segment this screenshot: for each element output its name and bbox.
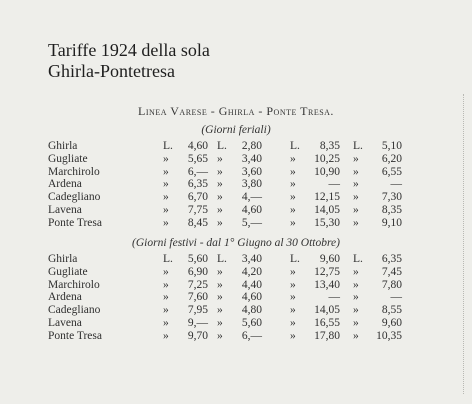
currency-mark: »	[290, 304, 296, 317]
fare-value: 4,40	[241, 278, 262, 291]
currency-mark: »	[217, 178, 223, 191]
station-name: Ghirla	[48, 140, 78, 152]
currency-mark: »	[290, 216, 296, 229]
currency-mark: »	[217, 204, 223, 216]
currency-mark: »	[163, 291, 169, 304]
fare-value: 4,60	[241, 204, 262, 216]
line-heading: Linea Varese - Ghirla - Ponte Tresa.	[138, 104, 334, 118]
currency-mark: L.	[217, 253, 227, 265]
currency-mark: »	[353, 329, 359, 342]
table-row	[0, 279, 472, 292]
fare-value: 8,35	[319, 140, 340, 152]
currency-mark: L.	[353, 253, 363, 265]
currency-mark: »	[353, 291, 359, 304]
currency-mark: »	[353, 191, 359, 204]
table-row	[0, 330, 472, 343]
fare-value: 4,60	[241, 291, 262, 304]
fare-value: 3,80	[241, 178, 262, 191]
fare-value: 6,35	[381, 253, 402, 265]
currency-mark: »	[163, 317, 169, 329]
document-title	[48, 40, 210, 82]
currency-mark: »	[290, 152, 296, 165]
currency-mark: »	[217, 291, 223, 304]
station-name: Gugliate	[48, 265, 88, 278]
station-name: Lavena	[48, 317, 82, 329]
currency-mark: »	[353, 304, 359, 317]
currency-mark: »	[163, 191, 169, 204]
currency-mark: »	[217, 265, 223, 278]
fare-value: 9,—	[187, 317, 208, 329]
fare-value: 13,40	[314, 278, 340, 291]
fare-value: 5,—	[241, 216, 262, 229]
fare-value: 3,40	[241, 152, 262, 165]
fare-value: —	[328, 291, 340, 304]
fare-value: 2,80	[241, 140, 262, 152]
currency-mark: »	[163, 165, 169, 178]
fare-value: 9,70	[187, 329, 208, 342]
currency-mark: L.	[290, 253, 300, 265]
station-name: Ardena	[48, 178, 82, 191]
currency-mark: »	[353, 216, 359, 229]
fare-value: —	[328, 178, 340, 191]
fare-value: 10,25	[314, 152, 340, 165]
fare-value: 4,80	[241, 304, 262, 317]
fare-value: 15,30	[314, 216, 340, 229]
currency-mark: »	[353, 265, 359, 278]
fare-value: 6,35	[187, 178, 208, 191]
table-row	[0, 178, 472, 191]
fare-value: 4,—	[241, 191, 262, 204]
fare-value: 10,90	[314, 165, 340, 178]
currency-mark: »	[163, 178, 169, 191]
fare-value: 12,75	[314, 265, 340, 278]
station-name: Cadegliano	[48, 304, 101, 317]
currency-mark: »	[217, 317, 223, 329]
currency-mark: L.	[353, 140, 363, 152]
station-name: Marchirolo	[48, 278, 100, 291]
fare-value: 8,55	[381, 304, 402, 317]
fare-value: —	[390, 178, 402, 191]
fare-value: 5,60	[187, 253, 208, 265]
fare-value: 3,60	[241, 165, 262, 178]
station-name: Ponte Tresa	[48, 329, 102, 342]
fare-value: 6,—	[187, 165, 208, 178]
station-name: Ponte Tresa	[48, 216, 102, 229]
fare-value: 6,20	[381, 152, 402, 165]
station-name: Marchirolo	[48, 165, 100, 178]
currency-mark: »	[290, 165, 296, 178]
currency-mark: »	[217, 216, 223, 229]
section-subtitle-weekdays: (Giorni feriali)	[201, 124, 271, 136]
fare-value: 7,75	[187, 204, 208, 216]
fare-value: 7,25	[187, 278, 208, 291]
currency-mark: »	[217, 165, 223, 178]
currency-mark: »	[290, 178, 296, 191]
fare-value: 7,45	[381, 265, 402, 278]
currency-mark: »	[353, 204, 359, 216]
fare-value: 16,55	[314, 317, 340, 329]
fare-value: 7,95	[187, 304, 208, 317]
fare-value: 9,10	[381, 216, 402, 229]
currency-mark: »	[290, 291, 296, 304]
currency-mark: »	[163, 329, 169, 342]
station-name: Ardena	[48, 291, 82, 304]
fare-value: 5,60	[241, 317, 262, 329]
table-row	[0, 291, 472, 304]
fare-value: 8,45	[187, 216, 208, 229]
currency-mark: »	[353, 178, 359, 191]
currency-mark: »	[353, 152, 359, 165]
table-row	[0, 166, 472, 179]
currency-mark: L.	[163, 140, 173, 152]
currency-mark: »	[163, 216, 169, 229]
fare-value: 7,60	[187, 291, 208, 304]
page-edge-divider	[462, 94, 464, 394]
currency-mark: »	[217, 278, 223, 291]
fare-value: 7,80	[381, 278, 402, 291]
currency-mark: »	[217, 304, 223, 317]
table-row	[0, 253, 472, 266]
fare-value: 12,15	[314, 191, 340, 204]
currency-mark: »	[353, 278, 359, 291]
currency-mark: »	[163, 265, 169, 278]
station-name: Ghirla	[48, 253, 78, 265]
fare-value: 6,—	[241, 329, 262, 342]
currency-mark: »	[290, 329, 296, 342]
fare-value: —	[390, 291, 402, 304]
station-name: Cadegliano	[48, 191, 101, 204]
currency-mark: L.	[290, 140, 300, 152]
currency-mark: »	[353, 317, 359, 329]
fare-value: 5,10	[381, 140, 402, 152]
currency-mark: L.	[217, 140, 227, 152]
table-row	[0, 153, 472, 166]
currency-mark: »	[163, 304, 169, 317]
fare-value: 14,05	[314, 204, 340, 216]
fare-value: 17,80	[314, 329, 340, 342]
currency-mark: »	[290, 317, 296, 329]
table-row	[0, 317, 472, 330]
fare-value: 9,60	[381, 317, 402, 329]
fare-value: 10,35	[376, 329, 402, 342]
fare-value: 14,05	[314, 304, 340, 317]
fare-value: 6,90	[187, 265, 208, 278]
station-name: Lavena	[48, 204, 82, 216]
fare-value: 6,70	[187, 191, 208, 204]
table-row	[0, 140, 472, 153]
station-name: Gugliate	[48, 152, 88, 165]
currency-mark: »	[290, 191, 296, 204]
table-row	[0, 217, 472, 230]
fare-value: 8,35	[381, 204, 402, 216]
table-row	[0, 304, 472, 317]
currency-mark: L.	[163, 253, 173, 265]
currency-mark: »	[163, 152, 169, 165]
title-line-2: Ghirla-Pontetresa	[48, 61, 175, 81]
currency-mark: »	[163, 278, 169, 291]
currency-mark: »	[290, 278, 296, 291]
table-row	[0, 204, 472, 217]
fare-value: 4,60	[187, 140, 208, 152]
fare-value: 7,30	[381, 191, 402, 204]
title-line-1: Tariffe 1924 della sola	[48, 40, 210, 60]
currency-mark: »	[353, 165, 359, 178]
currency-mark: »	[290, 265, 296, 278]
currency-mark: »	[290, 204, 296, 216]
currency-mark: »	[217, 152, 223, 165]
table-row	[0, 266, 472, 279]
fare-value: 9,60	[319, 253, 340, 265]
currency-mark: »	[217, 191, 223, 204]
section-subtitle-holidays: (Giorni festivi - dal 1° Giugno al 30 Ottobre)	[132, 237, 340, 249]
fare-value: 6,55	[381, 165, 402, 178]
currency-mark: »	[217, 329, 223, 342]
currency-mark: »	[163, 204, 169, 216]
fare-value: 4,20	[241, 265, 262, 278]
fare-value: 5,65	[187, 152, 208, 165]
table-row	[0, 191, 472, 204]
fare-value: 3,40	[241, 253, 262, 265]
